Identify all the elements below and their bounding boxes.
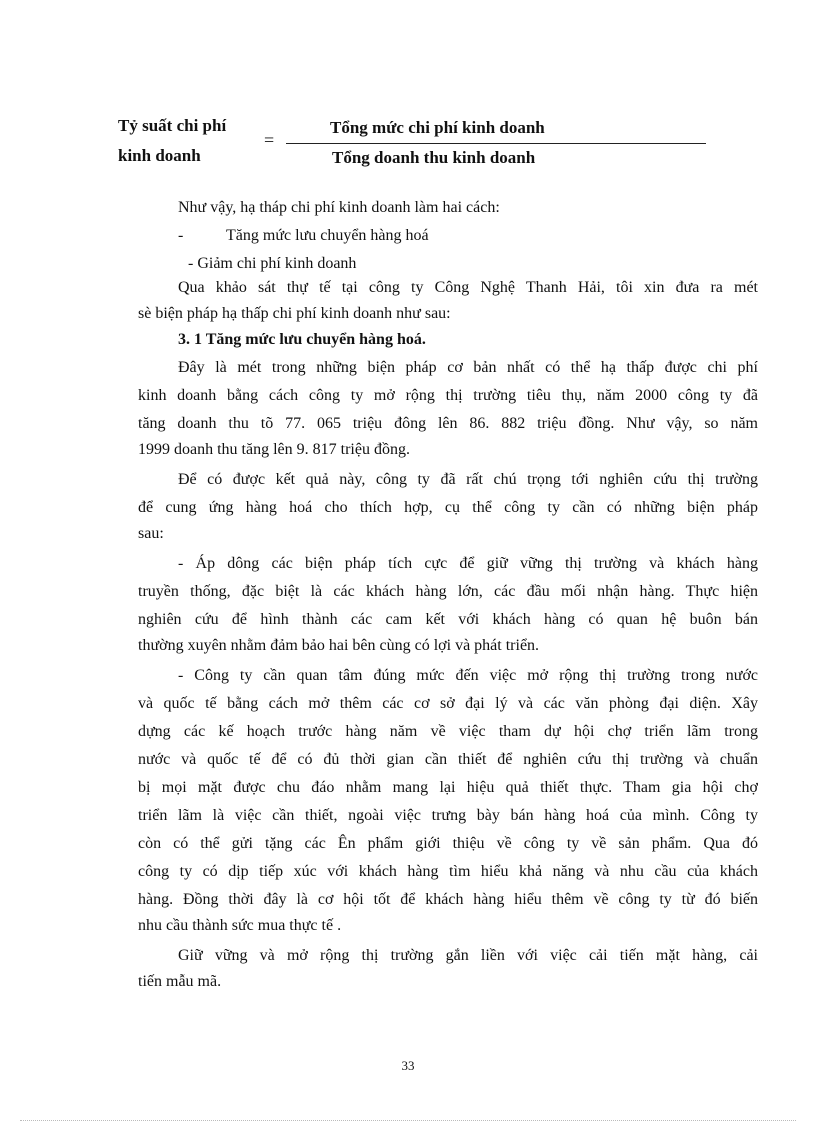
paragraph-line: dựng các kế hoạch trước hàng năm về việc tham dự hội chợ triển lãm trong — [138, 723, 758, 740]
formula-equals-sign: = — [264, 130, 275, 150]
paragraph-line: tăng doanh thu tõ 77. 065 triệu đông lên 86. 882 triệu đồng. Như vậy, so năm — [138, 415, 758, 432]
paragraph-line: nghiên cứu để hình thành các cam kết với khách hàng có quan hệ buôn bán — [138, 611, 758, 628]
paragraph-line: Để có được kết quả này, công ty đã rất chú trọng tới nghiên cứu thị trường — [178, 471, 758, 488]
paragraph-line: bị mọi mặt được chu đáo nhằm mang lại hiệu quả thiết thực. Tham gia hội chợ — [138, 779, 758, 796]
paragraph-line: triển lãm là việc cần thiết, ngoài việc trưng bày bán hàng hoá của mình. Công ty — [138, 807, 758, 824]
paragraph-line: - Công ty cần quan tâm đúng mức đến việc mở rộng thị trường trong nước — [178, 667, 758, 684]
paragraph-line: và quốc tế bằng cách mở thêm các cơ sở đại lý và các văn phòng đại diện. Xây — [138, 695, 758, 712]
page-bottom-divider — [20, 1120, 796, 1121]
paragraph-line: còn có thể gửi tặng các Ên phẩm giới thiệu về công ty về sản phẩm. Qua đó — [138, 835, 758, 852]
section-heading: 3. 1 Tăng mức lưu chuyển hàng hoá. — [178, 331, 426, 348]
formula-numerator: Tổng mức chi phí kinh doanh — [330, 118, 545, 137]
page-number: 33 — [401, 1058, 415, 1073]
fraction-bar — [286, 143, 706, 144]
formula-lhs-line2: kinh doanh — [118, 146, 201, 165]
paragraph-line: thường xuyên nhằm đảm bảo hai bên cùng có lợi và phát triển. — [138, 637, 540, 654]
paragraph-line: sè biện pháp hạ thấp chi phí kinh doanh như sau: — [138, 305, 451, 322]
paragraph-line: tiến mẫu mã. — [138, 973, 222, 990]
paragraph-line: nước và quốc tế để có đủ thời gian cần thiết để nghiên cứu thị trường và chuẩn — [138, 751, 758, 768]
paragraph-line: công ty có dịp tiếp xúc với khách hàng tìm hiểu khả năng và nhu cầu của khách — [138, 863, 758, 880]
formula-lhs-line1: Tỷ suất chi phí — [118, 116, 227, 135]
list-item: Tăng mức lưu chuyển hàng hoá — [226, 227, 429, 244]
formula-denominator: Tổng doanh thu kinh doanh — [332, 148, 536, 167]
paragraph-line: Qua khảo sát thự tế tại công ty Công Nghệ Thanh Hải, tôi xin đưa ra mét — [178, 279, 758, 296]
paragraph-line: hàng. Đồng thời đây là cơ hội tốt để khách hàng hiểu thêm về công ty từ đó biến — [138, 891, 758, 908]
paragraph-line: nhu cầu thành sức mua thực tế . — [138, 917, 342, 934]
paragraph-line: Giữ vững và mở rộng thị trường gắn liền với việc cải tiến mặt hàng, cải — [178, 947, 758, 964]
paragraph-line: để cung ứng hàng hoá cho thích hợp, cụ thể công ty cần có những biện pháp — [138, 499, 758, 516]
paragraph-line: kinh doanh bằng cách công ty mở rộng thị trường tiêu thụ, năm 2000 công ty đã — [138, 387, 758, 404]
list-item: - Giảm chi phí kinh doanh — [188, 255, 357, 272]
paragraph-line: - Áp dông các biện pháp tích cực để giữ vững thị trường và khách hàng — [178, 555, 758, 572]
cost-ratio-formula — [118, 116, 598, 172]
paragraph-line: Đây là mét trong những biện pháp cơ bản nhất có thể hạ thấp được chi phí — [178, 359, 758, 376]
paragraph-line: 1999 doanh thu tăng lên 9. 817 triệu đồng. — [138, 441, 410, 458]
paragraph-line: sau: — [138, 525, 164, 542]
paragraph-line: truyền thống, đặc biệt là các khách hàng lớn, các đầu mối nhận hàng. Thực hiện — [138, 583, 758, 600]
list-dash: - — [178, 227, 184, 244]
paragraph-line: Như vậy, hạ tháp chi phí kinh doanh làm hai cách: — [178, 199, 500, 216]
